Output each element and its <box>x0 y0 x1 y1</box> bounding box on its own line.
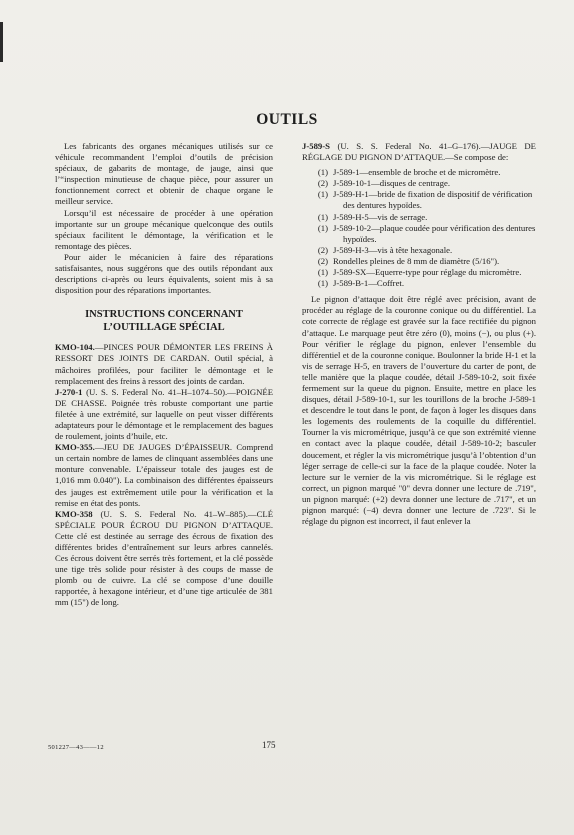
part-quantity: (1) <box>317 267 328 278</box>
tool-description: (U. S. S. Federal No. 41–H–1074–50).—POIGNÉE DE CHASSE. Poignée très robuste comportant une partie filetée à une extrémité, sur laquelle on peut visser différents adaptateurs pour le démontage et le remplacement des bagues de roulement, joints d’huile, etc. <box>55 386 273 442</box>
intro-paragraph-1: Les fabricants des organes mécaniques utilisés sur ce véhicule recommandent l’emploi d’outils de précision spéciaux, de gabarits de montage, de jauge, ainsi que l’“inspection minutieuse de chaque pièce, pour assurer un fonctionnement correct et obtenir de chaque organe le meilleur service. <box>55 141 273 207</box>
part-text: J-589-B-1—Coffret. <box>333 278 405 289</box>
tool-description: —JEU DE JAUGES D’ÉPAISSEUR. Comprend un certain nombre de lames de clinquant assemblées dans une monture convenable. L’épaisseur totale des jauges est de 1,016 mm 0.040"). La combinaison des différentes épaisseurs des jauges est extrêmement utile pour la vérification et la remise en état des ponts. <box>55 442 273 508</box>
tool-entry-kmo355 <box>55 442 273 509</box>
page-title: OUTILS <box>256 111 318 128</box>
part-quantity: (2) <box>317 178 328 189</box>
procedure-paragraph: Le pignon d’attaque doit être réglé avec précision, avant de procéder au réglage de la couronne conique ou du différentiel. La cote correcte de réglage est gravée sur la face rectifiée du pignon d’attaque. Le marquage peut être zéro (0), moins (−), ou plus (+). Pour vérifier le réglage du pignon, enlever l’ensemble du différentiel et de la couronne conique. Boulonner la bride H-1 et la vis de serrage H-5, en travers de l’ouverture du carter de pont, de telle manière que la plaque coudée, détail J-589-10-2, soit fixée fermement sur la queue du pignon. Ensuite, mettre en place les disques, détail J-589-10-1, sur les tourillons de la broche J-589-1 et descendre le tout dans le pont, de façon à loger les disques dans les logements des roulements de la coquille du différentiel. Tourner la vis micrométrique, jusqu’à ce que son extrémité vienne en contact avec la plaque coudée, détail J-589-10-2; basculer doucement, et régler la vis micrométrique jusqu’à l’obtention d’un léger serrage de celle-ci sur la face de la plaque coudée. Noter la lecture sur le vernier de la vis micrométrique. Si le réglage est correct, un pignon marqué "0" devra donner une lecture de .719", un pignon marqué: (+2) devra donner une lecture de .717", et un pignon marqué: (−4) devra donner une lecture de .723". Si le réglage du pignon est incorrect, il faut enlever la <box>302 294 536 527</box>
part-quantity: (2) <box>317 244 328 255</box>
list-item <box>302 167 536 178</box>
right-column <box>302 141 536 527</box>
section-heading-line-2: L’OUTILLAGE SPÉCIAL <box>103 321 225 333</box>
part-text: J-589-10-2—plaque coudée pour vérification des dentures hypoïdes. <box>333 222 536 244</box>
list-item <box>302 212 536 223</box>
intro-paragraph-3: Pour aider le mécanicien à faire des réparations satisfaisantes, nous suggérons que des outils répondant aux descriptions ci-après ou leurs équivalents, soient mis à sa disposition pour des réparations importantes. <box>55 251 273 296</box>
list-item <box>302 245 536 256</box>
list-item <box>302 278 536 289</box>
part-quantity: (1) <box>317 211 328 222</box>
parts-list <box>302 167 536 289</box>
part-quantity: (1) <box>317 278 328 289</box>
tool-code: KMO-355. <box>55 442 95 453</box>
part-text: J-589-H-3—vis à tête hexagonale. <box>333 244 453 255</box>
intro-paragraph-2: Lorsqu’il est nécessaire de procéder à une opération importante sur un groupe mécanique quelconque des outils spéciaux facilitent le démontage, la vérification et le remontage des pièces. <box>55 207 273 251</box>
tool-code: KMO-104. <box>55 342 95 353</box>
part-quantity: (1) <box>317 222 328 233</box>
list-item <box>302 178 536 189</box>
section-heading-line-1: INSTRUCTIONS CONCERNANT <box>85 309 243 321</box>
list-item <box>302 256 536 267</box>
section-heading <box>55 309 273 334</box>
part-text: J-589-1—ensemble de broche et de micromètre. <box>333 167 501 178</box>
part-text: J-589-H-5—vis de serrage. <box>333 211 428 222</box>
tool-code: J-270-1 <box>55 386 83 397</box>
part-text: J-589-H-1—bride de fixation de dispositif de vérification des dentures hypoïdes. <box>333 189 533 211</box>
left-column <box>55 141 273 609</box>
list-item <box>302 189 536 211</box>
part-text: J-589-SX—Equerre-type pour réglage du micromètre. <box>333 267 522 278</box>
list-item <box>302 223 536 245</box>
tool-code: J-589-S <box>302 141 330 151</box>
tool-entry-kmo104 <box>55 342 273 386</box>
tool-code: KMO-358 <box>55 508 93 519</box>
list-item <box>302 267 536 278</box>
tool-description: —PINCES POUR DÉMONTER LES FREINS À RESSORT DES JOINTS DE CARDAN. Outil spécial, à mâchoires profilées, pour faciliter le démontage et le remplacement des freins à ressort des joints de cardan. <box>55 342 273 386</box>
part-text: J-589-10-1—disques de centrage. <box>333 178 451 189</box>
print-code: 501227—43——12 <box>48 744 104 751</box>
tool-entry-j2701 <box>55 387 273 442</box>
tool-description: (U. S. S. Federal No. 41–G–176).—JAUGE DE RÉGLAGE DU PIGNON D’ATTAQUE.—Se compose de: <box>302 141 536 163</box>
part-quantity: (1) <box>317 167 328 178</box>
part-text: Rondelles pleines de 8 mm de diamètre (5/16"). <box>333 255 500 266</box>
tool-entry-kmo358 <box>55 509 273 609</box>
part-quantity: (1) <box>317 189 328 200</box>
tool-entry-j589s <box>302 141 536 163</box>
page-number: 175 <box>262 740 276 750</box>
scan-edge-mark <box>0 22 3 62</box>
tool-description: (U. S. S. Federal No. 41–W–885).—CLÉ SPÉCIALE POUR ÉCROU DU PIGNON D’ATTAQUE. Cette clé est destinée au serrage des écrous de fixation des différentes brides d’entraînement sur leurs arbres cannelés. Ces écrous doivent être serrés très fortement, et la clé possède une tige très solide pour résister à des coups de masse de plomb ou de cuivre. La clé se compose d’une douille rapportée, à hexagone intérieur, et d’une tige articulée de 381 mm (15") de long. <box>55 508 273 608</box>
part-quantity: (2) <box>317 255 328 266</box>
